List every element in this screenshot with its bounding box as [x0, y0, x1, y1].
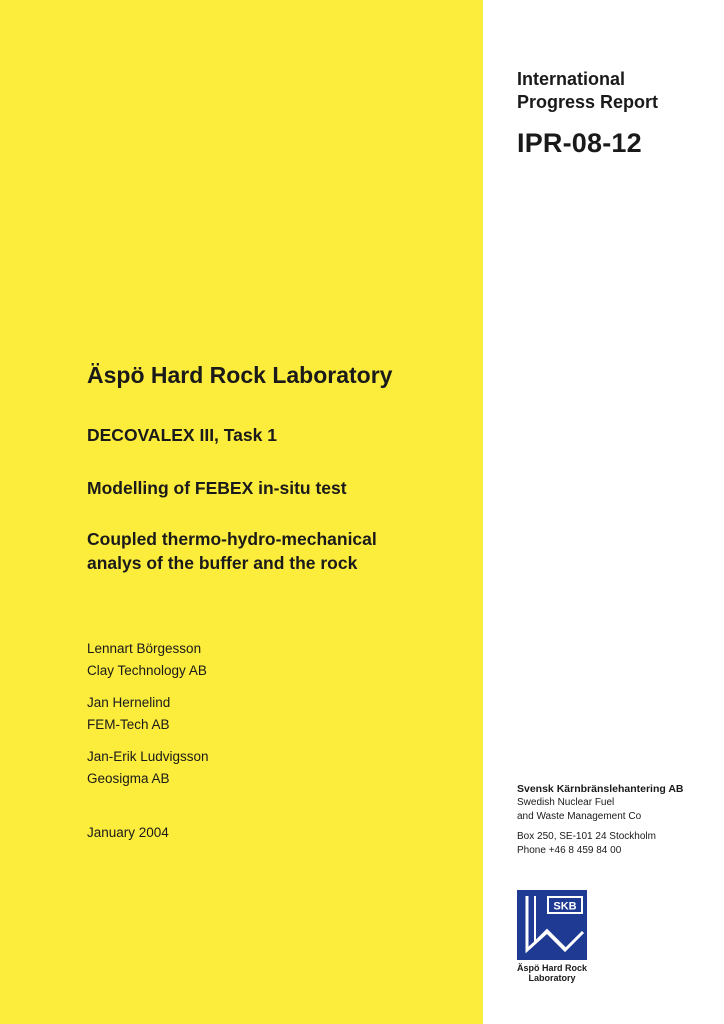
- author-name: Jan-Erik Ludvigsson: [87, 749, 209, 764]
- logo-caption-line-1: Äspö Hard Rock: [517, 963, 588, 973]
- report-number: IPR-08-12: [517, 128, 642, 158]
- subtitle-coupled-line-2: analys of the buffer and the rock: [87, 553, 358, 573]
- subtitle-task: DECOVALEX III, Task 1: [87, 425, 277, 445]
- author-organization: Geosigma AB: [87, 771, 170, 786]
- publisher-desc-line-1: Swedish Nuclear Fuel: [517, 797, 615, 808]
- logo-caption-line-2: Laboratory: [528, 973, 576, 983]
- author-block: [87, 746, 209, 790]
- publisher-desc-line-2: and Waste Management Co: [517, 811, 642, 822]
- logo-caption: [517, 963, 587, 983]
- publisher-address: Box 250, SE-101 24 Stockholm: [517, 831, 656, 842]
- series-line-2: Progress Report: [517, 92, 659, 112]
- subtitle-modelling: Modelling of FEBEX in-situ test: [87, 478, 347, 498]
- series-line-1: International: [517, 69, 626, 89]
- subtitle-coupled-line-1: Coupled thermo-hydro-mechanical: [87, 529, 377, 549]
- author-organization: Clay Technology AB: [87, 663, 207, 678]
- report-series: [517, 68, 658, 114]
- author-name: Lennart Börgesson: [87, 641, 202, 656]
- author-organization: FEM-Tech AB: [87, 717, 170, 732]
- publisher-block: [517, 782, 684, 858]
- skb-logo-mark: [517, 890, 587, 960]
- publisher-name: Svensk Kärnbränslehantering AB: [517, 783, 684, 795]
- publication-date: January 2004: [87, 825, 169, 840]
- main-title: Äspö Hard Rock Laboratory: [87, 362, 393, 388]
- author-name: Jan Hernelind: [87, 695, 171, 710]
- skb-logo-letters: SKB: [553, 900, 577, 913]
- subtitle-coupled: [87, 527, 467, 575]
- author-block: [87, 638, 207, 682]
- publisher-phone: Phone +46 8 459 84 00: [517, 845, 622, 856]
- author-block: [87, 692, 170, 736]
- skb-logo: [517, 890, 587, 983]
